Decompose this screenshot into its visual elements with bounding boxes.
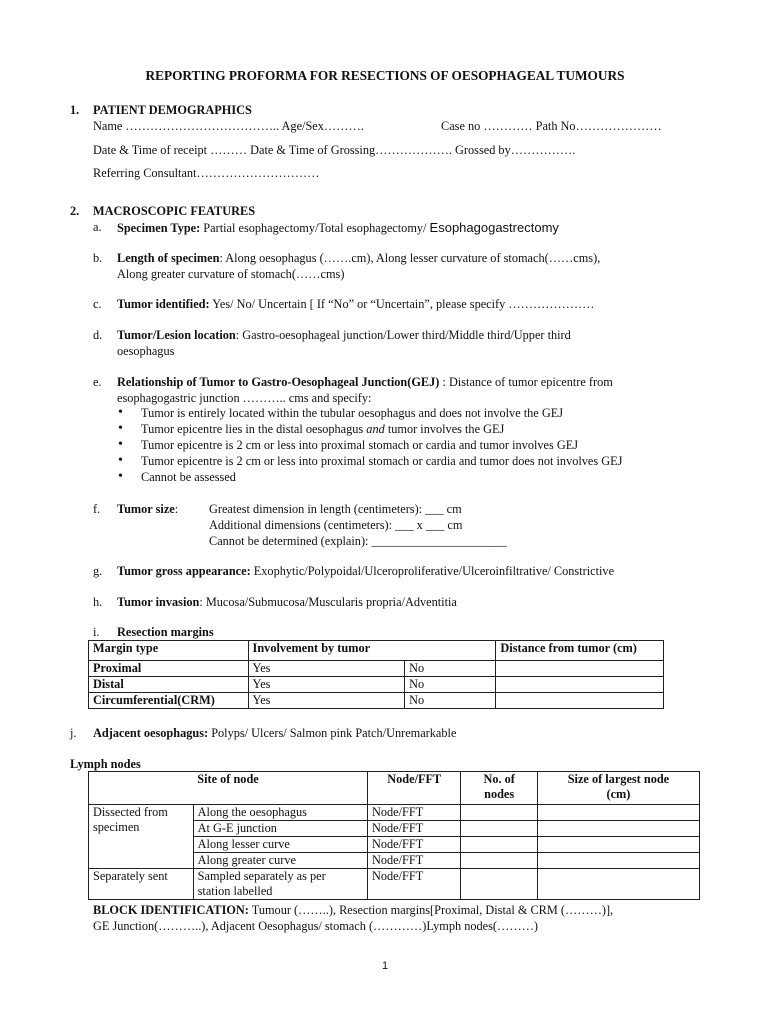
margin-yes-cell[interactable]: Yes: [248, 677, 405, 693]
item-e-label: e.: [93, 375, 102, 389]
item-g-text: Exophytic/Polypoidal/Ulceroproliferative/Ulceroinfiltrative/ Constrictive: [250, 564, 615, 578]
lymph-header-count-l2: nodes: [484, 787, 515, 801]
resection-margins-table: [88, 640, 664, 709]
item-h-label: h.: [93, 595, 103, 609]
margin-distance-cell[interactable]: [496, 693, 664, 709]
item-e-line2: esophagogastric junction ……….. cms and specify:: [117, 391, 372, 405]
margins-header-involvement: Involvement by tumor: [248, 641, 496, 661]
item-g-label: g.: [93, 564, 103, 578]
margin-no-cell[interactable]: No: [405, 693, 496, 709]
margins-header-distance: Distance from tumor (cm): [496, 641, 664, 661]
gej-bullet-2-b: tumor involves the GEJ: [384, 422, 505, 436]
block-identification: [93, 903, 613, 918]
item-j-adjacent: [93, 726, 456, 741]
item-a-bold: Specimen Type:: [117, 221, 201, 235]
item-a-tail: Esophagogastrectomy: [429, 220, 559, 235]
lymph-header-count: [461, 772, 537, 805]
item-h-bold: Tumor invasion: [117, 595, 200, 609]
lymph-header-size: [537, 772, 699, 805]
margin-no-cell[interactable]: No: [405, 677, 496, 693]
item-f-title: [117, 502, 178, 517]
item-j-text: Polyps/ Ulcers/ Salmon pink Patch/Unremarkable: [208, 726, 457, 740]
item-a-label: a.: [93, 220, 102, 234]
lymph-site-cell: Along lesser curve: [193, 837, 367, 853]
margin-distance-cell[interactable]: [496, 661, 664, 677]
lymph-group-separate: Separately sent: [89, 869, 194, 900]
gej-bullet-list: [117, 405, 622, 485]
lymph-nodefft-cell[interactable]: Node/FFT: [368, 869, 461, 900]
lymph-count-cell[interactable]: [461, 837, 537, 853]
name-age-sex-field: Name ……………………………….. Age/Sex……….: [93, 119, 364, 133]
margin-type-cell: Proximal: [89, 661, 249, 677]
section-1-heading: PATIENT DEMOGRAPHICS: [93, 103, 252, 117]
lymph-size-cell[interactable]: [537, 837, 699, 853]
section-2-number: 2.: [70, 204, 80, 218]
referring-consultant-field: Referring Consultant…………………………: [93, 166, 320, 180]
lymph-site-cell: [193, 869, 367, 900]
item-d-line2: oesophagus: [117, 344, 175, 358]
item-h-text: : Mucosa/Submucosa/Muscularis propria/Adventitia: [199, 595, 457, 609]
item-b-text: : Along oesophagus (…….cm), Along lesser curvature of stomach(……cms),: [219, 251, 601, 265]
item-f-label: f.: [93, 502, 101, 516]
item-e-relationship: [117, 375, 613, 390]
lymph-group-dissected: [89, 805, 194, 869]
lymph-size-cell[interactable]: [537, 853, 699, 869]
section-1-number: 1.: [70, 103, 80, 117]
lymph-header-count-l1: No. of: [483, 772, 515, 786]
lymph-row-oesophagus: [89, 805, 700, 821]
lymph-header-row: [89, 772, 700, 805]
item-f-colon: :: [174, 502, 179, 516]
margins-header-row: [89, 641, 664, 661]
item-d-label: d.: [93, 328, 103, 342]
lymph-size-cell[interactable]: [537, 869, 699, 900]
item-c-tumor-identified: [117, 297, 594, 312]
page-title: REPORTING PROFORMA FOR RESECTIONS OF OESOPHAGEAL TUMOURS: [145, 68, 625, 83]
tumor-size-greatest: Greatest dimension in length (centimeters): ___ cm: [209, 502, 462, 516]
gej-bullet-1: • Tumor is entirely located within the tubular oesophagus and does not involve the GEJ: [117, 405, 622, 421]
margins-header-type: Margin type: [89, 641, 249, 661]
item-c-bold: Tumor identified:: [117, 297, 210, 311]
item-g-bold: Tumor gross appearance:: [117, 564, 251, 578]
date-time-field: Date & Time of receipt ……… Date & Time of Grossing………………. Grossed by…………….: [93, 143, 576, 157]
lymph-nodes-heading: Lymph nodes: [70, 757, 141, 771]
gej-bullet-5: • Cannot be assessed: [117, 469, 622, 485]
margin-type-cell: Circumferential(CRM): [89, 693, 249, 709]
lymph-count-cell[interactable]: [461, 869, 537, 900]
item-b-bold: Length of specimen: [117, 251, 220, 265]
item-d-text: : Gastro-oesophageal junction/Lower third/Middle third/Upper third: [235, 328, 571, 342]
item-b-label: b.: [93, 251, 103, 265]
tumor-size-additional: Additional dimensions (centimeters): ___ x ___ cm: [209, 518, 463, 532]
margin-type-cell: Distal: [89, 677, 249, 693]
item-e-bold: Relationship of Tumor to Gastro-Oesophageal Junction(GEJ): [117, 375, 440, 389]
page-number: 1: [381, 960, 389, 972]
item-j-label: j.: [70, 726, 77, 740]
lymph-header-size-l2: (cm): [606, 787, 631, 801]
gej-bullet-4: • Tumor epicentre is 2 cm or less into proximal stomach or cardia and tumor does not involves GEJ: [117, 453, 622, 469]
item-d-location: [117, 328, 571, 343]
gej-bullet-3: • Tumor epicentre is 2 cm or less into proximal stomach or cardia and tumor involves GEJ: [117, 437, 622, 453]
lymph-size-cell[interactable]: [537, 821, 699, 837]
lymph-group-dissected-l2: specimen: [93, 820, 140, 834]
lymph-site-cell: At G-E junction: [193, 821, 367, 837]
item-c-text: Yes/ No/ Uncertain [ If “No” or “Uncertain”, please specify …………………: [209, 297, 595, 311]
lymph-count-cell[interactable]: [461, 805, 537, 821]
item-b-length: [117, 251, 600, 266]
item-f-bold: Tumor size: [117, 502, 175, 516]
lymph-count-cell[interactable]: [461, 821, 537, 837]
margin-yes-cell[interactable]: Yes: [248, 661, 405, 677]
item-c-label: c.: [93, 297, 102, 311]
item-h-invasion: [117, 595, 457, 610]
item-b-line2: Along greater curvature of stomach(……cms): [117, 267, 345, 281]
block-identification-text: Tumour (……..), Resection margins[Proximal, Distal & CRM (………)],: [248, 903, 614, 917]
lymph-nodefft-cell[interactable]: Node/FFT: [368, 837, 461, 853]
gej-bullet-2-a: Tumor epicentre lies in the distal oesophagus: [141, 422, 367, 436]
margins-row-proximal: [89, 661, 664, 677]
lymph-site-cell: Along greater curve: [193, 853, 367, 869]
lymph-nodefft-cell[interactable]: Node/FFT: [368, 853, 461, 869]
lymph-group-dissected-l1: Dissected from: [93, 805, 168, 819]
lymph-header-nodefft: Node/FFT: [368, 772, 461, 805]
lymph-size-cell[interactable]: [537, 805, 699, 821]
tumor-size-undetermined: Cannot be determined (explain): ______________________: [209, 534, 507, 548]
lymph-header-size-l1: Size of largest node: [567, 772, 670, 786]
item-a-specimen-type: [117, 220, 559, 236]
margin-no-cell[interactable]: No: [405, 661, 496, 677]
lymph-nodefft-cell[interactable]: Node/FFT: [368, 805, 461, 821]
item-e-text: : Distance of tumor epicentre from: [439, 375, 613, 389]
margins-row-distal: [89, 677, 664, 693]
item-d-bold: Tumor/Lesion location: [117, 328, 236, 342]
lymph-count-cell[interactable]: [461, 853, 537, 869]
margins-row-crm: [89, 693, 664, 709]
lymph-row-separately-sent: [89, 869, 700, 900]
lymph-separate-site-l1: Sampled separately as per: [197, 869, 326, 883]
item-a-text: Partial esophagectomy/Total esophagectomy/: [200, 221, 430, 235]
lymph-nodes-table: [88, 771, 700, 900]
item-g-gross-appearance: [117, 564, 614, 579]
lymph-site-cell: Along the oesophagus: [193, 805, 367, 821]
item-i-heading: Resection margins: [117, 625, 214, 639]
lymph-header-site: Site of node: [89, 772, 368, 805]
item-i-label: i.: [93, 625, 100, 639]
lymph-nodefft-cell[interactable]: Node/FFT: [368, 821, 461, 837]
case-path-no-field: Case no ………… Path No…………………: [441, 119, 662, 133]
block-identification-bold: BLOCK IDENTIFICATION:: [93, 903, 249, 917]
gej-bullet-2-and: and: [366, 422, 385, 436]
block-identification-line2: GE Junction(………..), Adjacent Oesophagus/ stomach (…………)Lymph nodes(………): [93, 919, 539, 933]
lymph-separate-site-l2: station labelled: [197, 884, 273, 898]
item-j-bold: Adjacent oesophagus:: [93, 726, 209, 740]
margin-yes-cell[interactable]: Yes: [248, 693, 405, 709]
section-2-heading: MACROSCOPIC FEATURES: [93, 204, 256, 218]
gej-bullet-2: [117, 421, 622, 437]
margin-distance-cell[interactable]: [496, 677, 664, 693]
